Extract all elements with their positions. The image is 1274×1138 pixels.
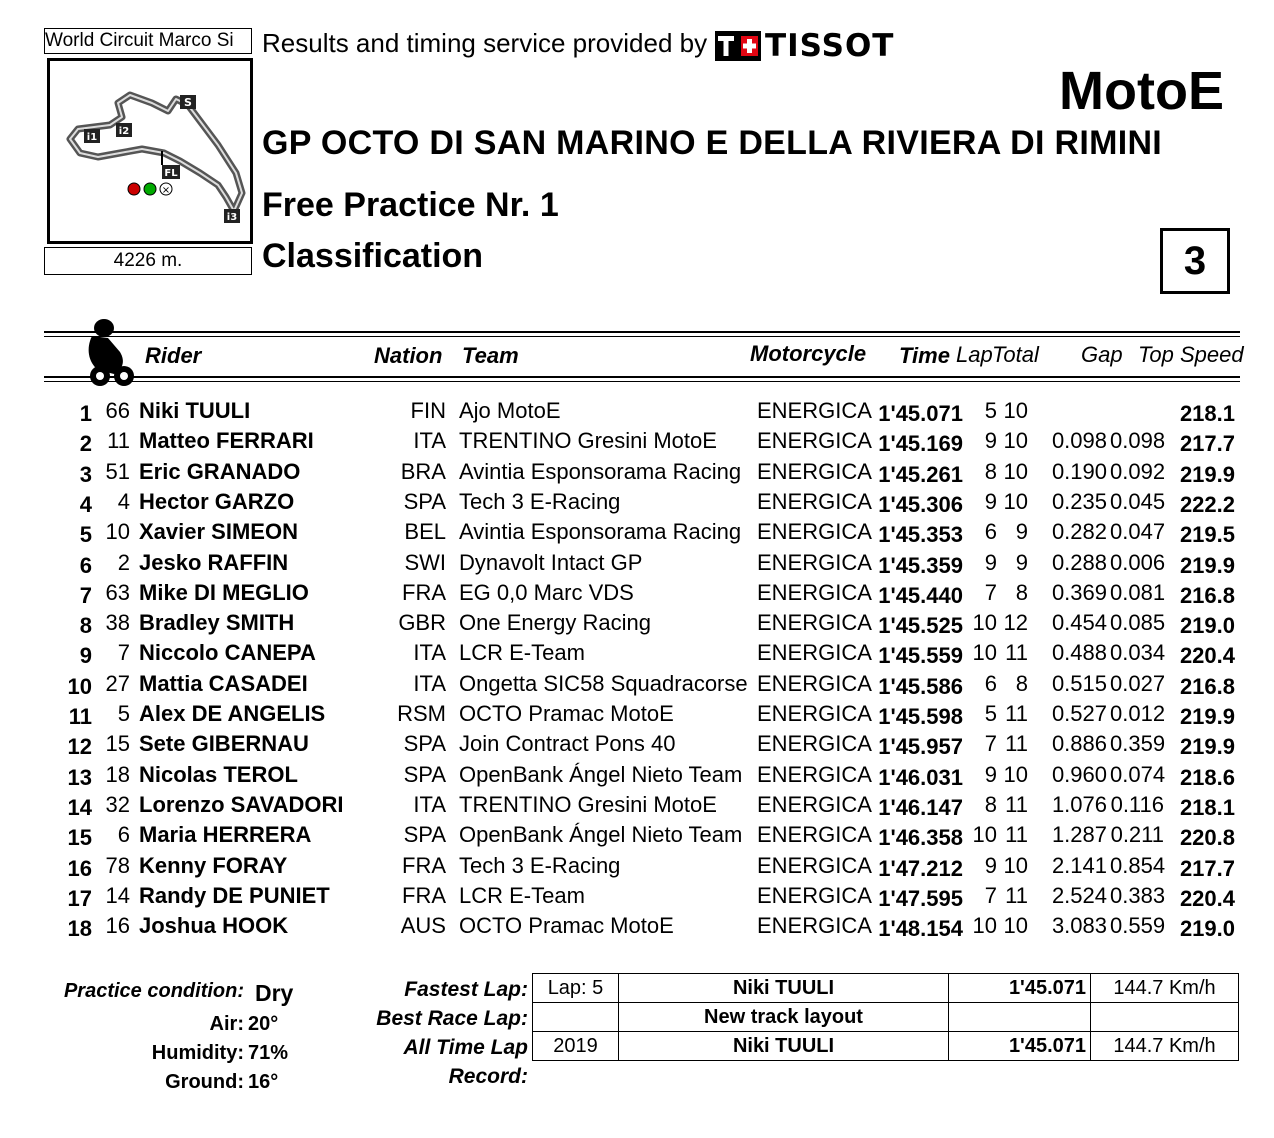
- rider-number: 78: [105, 852, 130, 878]
- rider-name: Mike DI MEGLIO: [139, 579, 309, 605]
- nation: BRA: [400, 458, 446, 484]
- total-laps: 11: [1005, 701, 1028, 726]
- team: OCTO Pramac MotoE: [459, 701, 674, 726]
- best-lap: 5: [984, 398, 997, 423]
- team: TRENTINO Gresini MotoE: [459, 791, 717, 817]
- best-lap: 9: [984, 852, 997, 878]
- motorcycle: ENERGICA: [757, 458, 872, 484]
- team: Dynavolt Intact GP: [459, 549, 643, 575]
- lap-time: 1'45.306: [878, 491, 963, 517]
- lap-time: 1'46.147: [878, 794, 963, 820]
- motorcycle: ENERGICA: [757, 610, 872, 636]
- rider-name: Eric GRANADO: [139, 458, 301, 484]
- motorcycle: ENERGICA: [757, 398, 872, 423]
- lap-time: 1'45.169: [878, 431, 963, 457]
- nation: ITA: [413, 640, 446, 666]
- rider-number: 15: [105, 731, 130, 757]
- header-rule-bottom: [44, 376, 1240, 378]
- nation: FIN: [410, 398, 446, 423]
- motorcycle: ENERGICA: [757, 549, 872, 575]
- best-lap: 10: [972, 913, 997, 939]
- rider-name: Matteo FERRARI: [139, 428, 314, 454]
- position: 8: [79, 613, 92, 639]
- rider-number: 18: [105, 761, 130, 787]
- gap-previous: 0.047: [1110, 519, 1166, 545]
- col-nation: Nation: [374, 343, 443, 368]
- rider-number: 51: [105, 458, 130, 484]
- rider-number: 10: [105, 519, 130, 545]
- gap-previous: 0.074: [1110, 761, 1166, 787]
- nation: BEL: [404, 519, 446, 545]
- top-speed: 217.7: [1179, 431, 1235, 457]
- lap-time: 1'46.358: [878, 825, 963, 851]
- best-race-lap-label: Best Race Lap:: [376, 1007, 528, 1030]
- nation: SPA: [403, 822, 446, 848]
- top-speed: 220.8: [1179, 825, 1235, 851]
- nation: SWI: [404, 549, 446, 575]
- table-row: [0, 701, 1274, 731]
- record-time: 1'45.071: [949, 1032, 1091, 1061]
- fastest-lap-number: Lap: 5: [533, 974, 619, 1003]
- col-top-speed: Top Speed: [1138, 342, 1244, 367]
- table-row: [0, 459, 1274, 489]
- rider-name: Xavier SIMEON: [139, 519, 298, 545]
- nation: ITA: [413, 791, 446, 817]
- rider-number: 2: [117, 549, 130, 575]
- motorcycle: ENERGICA: [757, 761, 872, 787]
- gap-first: 0.488: [1051, 640, 1107, 666]
- gap-previous: 0.854: [1110, 852, 1166, 878]
- ground-value: 16°: [248, 1071, 279, 1093]
- total-laps: 8: [1015, 579, 1028, 605]
- tissot-brand: TISSOT: [765, 28, 895, 64]
- best-lap: 7: [984, 579, 997, 605]
- rider-name: Bradley SMITH: [139, 610, 295, 636]
- rider-number: 4: [117, 488, 130, 514]
- col-lap: Lap: [956, 342, 993, 367]
- top-speed: 216.8: [1179, 582, 1235, 608]
- header-rule-top: [44, 331, 1240, 333]
- rider-number: 66: [105, 398, 130, 423]
- total-laps: 10: [1003, 398, 1028, 423]
- nation: RSM: [397, 701, 446, 726]
- top-speed: 218.6: [1179, 764, 1235, 790]
- rider-number: 14: [105, 882, 130, 908]
- gap-first: 1.287: [1051, 822, 1107, 848]
- nation: SPA: [403, 761, 446, 787]
- rider-number: 32: [105, 791, 130, 817]
- position: 17: [67, 885, 92, 911]
- gap-first: 0.235: [1051, 488, 1107, 514]
- fastest-lap-rider: Niki TUULI: [619, 974, 949, 1003]
- nation: FRA: [402, 852, 446, 878]
- lap-time: 1'47.595: [878, 885, 963, 911]
- rider-number: 5: [117, 701, 130, 726]
- rider-name: Joshua HOOK: [139, 913, 289, 939]
- gap-previous: 0.359: [1110, 731, 1166, 757]
- nation: SPA: [403, 488, 446, 514]
- position: 10: [67, 673, 92, 699]
- top-speed: 219.5: [1179, 522, 1235, 548]
- motorcycle: ENERGICA: [757, 488, 872, 514]
- gap-previous: 0.045: [1110, 488, 1166, 514]
- record-year: 2019: [533, 1032, 619, 1061]
- motorcycle: ENERGICA: [757, 913, 872, 939]
- position: 12: [67, 734, 92, 760]
- gap-previous: 0.116: [1110, 791, 1164, 817]
- tissot-logo: [715, 30, 894, 62]
- team: EG 0,0 Marc VDS: [459, 579, 634, 605]
- motorcycle: ENERGICA: [757, 701, 872, 726]
- rider-silhouette-icon: [84, 318, 136, 393]
- motorcycle: ENERGICA: [757, 428, 872, 454]
- table-row: [0, 822, 1274, 852]
- rider-number: 63: [105, 579, 130, 605]
- gap-previous: 0.034: [1110, 640, 1166, 666]
- total-laps: 10: [1003, 488, 1028, 514]
- total-laps: 10: [1003, 761, 1028, 787]
- practice-condition-label: Practice condition:: [63, 980, 244, 1002]
- total-laps: 11: [1005, 791, 1028, 817]
- event-title: GP OCTO DI SAN MARINO E DELLA RIVIERA DI RIMINI: [262, 124, 1163, 162]
- rider-number: 27: [105, 670, 130, 696]
- table-row: [0, 671, 1274, 701]
- rider-name: Niki TUULI: [139, 398, 251, 423]
- lap-time: 1'45.359: [878, 552, 963, 578]
- lap-time: 1'45.598: [878, 704, 963, 729]
- air-label: Air:: [209, 1013, 244, 1035]
- total-laps: 10: [1003, 458, 1028, 484]
- circuit-name: World Circuit Marco Si: [44, 28, 252, 54]
- track-map: [47, 58, 253, 244]
- team: LCR E-Team: [459, 882, 585, 908]
- table-row: [0, 640, 1274, 670]
- position: 6: [79, 552, 92, 578]
- top-speed: 218.1: [1179, 794, 1235, 820]
- gap-previous: 0.211: [1110, 822, 1164, 848]
- gap-first: 1.076: [1051, 791, 1107, 817]
- total-laps: 8: [1015, 670, 1028, 696]
- top-speed: 219.0: [1179, 613, 1235, 639]
- table-row: [0, 883, 1274, 913]
- nation: GBR: [398, 610, 446, 636]
- nation: SPA: [403, 731, 446, 757]
- gap-previous: 0.098: [1110, 428, 1166, 454]
- top-speed: 219.9: [1179, 704, 1235, 729]
- gap-previous: 0.006: [1110, 549, 1166, 575]
- header-rule-top-thin: [44, 336, 1240, 337]
- provider-text: Results and timing service provided by: [262, 28, 708, 58]
- total-laps: 10: [1003, 428, 1028, 454]
- top-speed: 219.9: [1179, 734, 1235, 760]
- gap-first: 0.369: [1051, 579, 1107, 605]
- team: Tech 3 E-Racing: [459, 488, 621, 514]
- gap-previous: 0.085: [1110, 610, 1166, 636]
- best-race-lap-rider: New track layout: [619, 1003, 949, 1032]
- team: OCTO Pramac MotoE: [459, 913, 674, 939]
- gap-previous: 0.559: [1110, 913, 1166, 939]
- position: 4: [79, 491, 92, 517]
- position: 15: [67, 825, 92, 851]
- rider-name: Niccolo CANEPA: [139, 640, 316, 666]
- map-marker-i2: i2: [118, 126, 130, 137]
- best-lap: 7: [984, 882, 997, 908]
- lap-stats-table: [532, 973, 1239, 1061]
- team: One Energy Racing: [459, 610, 651, 636]
- gap-first: 2.141: [1051, 852, 1107, 878]
- rider-number: 11: [107, 428, 130, 454]
- tissot-emblem-icon: [715, 31, 761, 61]
- position: 5: [79, 522, 92, 548]
- team: Tech 3 E-Racing: [459, 852, 621, 878]
- position: 3: [79, 461, 92, 487]
- rider-name: Jesko RAFFIN: [139, 549, 289, 575]
- top-speed: 219.9: [1179, 552, 1235, 578]
- motorcycle: ENERGICA: [757, 852, 872, 878]
- col-team: Team: [462, 343, 519, 368]
- all-time-record-row: [533, 1032, 1239, 1061]
- svg-text:×: ×: [161, 185, 171, 196]
- position: 18: [67, 916, 92, 942]
- humidity-label: Humidity:: [151, 1042, 244, 1064]
- rider-name: Lorenzo SAVADORI: [139, 791, 344, 817]
- team: Avintia Esponsorama Racing: [459, 519, 742, 545]
- lap-time: 1'45.559: [878, 643, 963, 669]
- col-time: Time: [899, 343, 950, 368]
- all-time-record-label: All Time Lap Record:: [403, 1036, 528, 1088]
- best-lap: 10: [972, 822, 997, 848]
- gap-first: 0.886: [1051, 731, 1107, 757]
- fastest-lap-speed: 144.7 Km/h: [1091, 974, 1239, 1003]
- best-lap: 8: [984, 458, 997, 484]
- position: 7: [79, 582, 92, 608]
- gap-previous: 0.383: [1110, 882, 1166, 908]
- table-row: [0, 913, 1274, 943]
- table-row: [0, 550, 1274, 580]
- top-speed: 219.0: [1179, 916, 1235, 942]
- gap-previous: 0.081: [1110, 579, 1166, 605]
- motorcycle: ENERGICA: [757, 731, 872, 757]
- team: Ajo MotoE: [459, 398, 561, 423]
- gap-first: 0.282: [1051, 519, 1107, 545]
- top-speed: 217.7: [1179, 855, 1235, 881]
- rider-number: 38: [105, 610, 130, 636]
- page-number: 3: [1160, 228, 1230, 294]
- table-row: [0, 762, 1274, 792]
- motorcycle: ENERGICA: [757, 791, 872, 817]
- gap-first: 0.515: [1051, 670, 1107, 696]
- table-row: [0, 792, 1274, 822]
- position: 2: [79, 431, 92, 457]
- track-map-svg: [50, 61, 250, 241]
- team: Avintia Esponsorama Racing: [459, 458, 742, 484]
- position: 13: [67, 764, 92, 790]
- best-race-lap-speed: [1091, 1003, 1239, 1032]
- best-race-lap-year: [533, 1003, 619, 1032]
- nation: FRA: [402, 579, 446, 605]
- total-laps: 11: [1005, 822, 1028, 848]
- humidity-value: 71%: [248, 1042, 289, 1064]
- table-row: [0, 731, 1274, 761]
- gap-first: 0.960: [1051, 761, 1107, 787]
- position: 14: [67, 794, 92, 820]
- rider-name: Mattia CASADEI: [139, 670, 308, 696]
- lap-time: 1'45.353: [878, 522, 963, 548]
- team: Join Contract Pons 40: [459, 731, 676, 757]
- air-value: 20°: [248, 1013, 279, 1035]
- best-lap: 9: [984, 428, 997, 454]
- header-rule-bottom-thin: [44, 381, 1240, 382]
- gap-first: 2.524: [1051, 882, 1107, 908]
- rider-number: 16: [105, 913, 130, 939]
- lap-time: 1'45.525: [878, 613, 963, 639]
- table-row: [0, 398, 1274, 428]
- motorcycle: ENERGICA: [757, 822, 872, 848]
- team: LCR E-Team: [459, 640, 585, 666]
- lap-stats-labels: [330, 975, 528, 1088]
- total-laps: 11: [1005, 731, 1028, 757]
- gap-first: 0.288: [1051, 549, 1107, 575]
- position: 1: [79, 401, 92, 426]
- map-marker-fl: FL: [164, 168, 178, 179]
- practice-condition-value: Dry: [255, 980, 294, 1006]
- motorcycle: ENERGICA: [757, 640, 872, 666]
- map-marker-i3: i3: [226, 212, 238, 223]
- rider-name: Kenny FORAY: [139, 852, 288, 878]
- ground-label: Ground:: [165, 1071, 244, 1093]
- rider-name: Randy DE PUNIET: [139, 882, 330, 908]
- gap-previous: 0.092: [1110, 458, 1166, 484]
- nation: AUS: [400, 913, 446, 939]
- team: OpenBank Ángel Nieto Team: [459, 761, 743, 787]
- total-laps: 9: [1015, 519, 1028, 545]
- total-laps: 10: [1003, 913, 1028, 939]
- circuit-length: 4226 m.: [44, 247, 252, 275]
- motorcycle: ENERGICA: [757, 670, 872, 696]
- table-row: [0, 580, 1274, 610]
- rider-number: 6: [117, 822, 130, 848]
- table-row: [0, 853, 1274, 883]
- col-gap: Gap: [1081, 342, 1123, 367]
- motorcycle: ENERGICA: [757, 579, 872, 605]
- team: TRENTINO Gresini MotoE: [459, 428, 717, 454]
- team: Ongetta SIC58 Squadracorse: [459, 670, 748, 696]
- table-row: [0, 610, 1274, 640]
- col-rider: Rider: [145, 343, 202, 368]
- position: 11: [68, 704, 92, 729]
- total-laps: 10: [1003, 852, 1028, 878]
- table-row: [0, 489, 1274, 519]
- gap-previous: 0.012: [1110, 701, 1166, 726]
- total-laps: 9: [1015, 549, 1028, 575]
- lap-time: 1'45.586: [878, 673, 963, 699]
- gap-first: 0.454: [1051, 610, 1107, 636]
- lap-time: 1'45.957: [878, 734, 963, 760]
- col-motorcycle: Motorcycle: [750, 341, 867, 366]
- category-title: MotoE: [1059, 61, 1224, 121]
- motorcycle: ENERGICA: [757, 519, 872, 545]
- best-lap: 7: [984, 731, 997, 757]
- lap-time: 1'48.154: [878, 916, 963, 942]
- best-lap: 6: [984, 519, 997, 545]
- lap-time: 1'46.031: [878, 764, 963, 790]
- rider-name: Maria HERRERA: [139, 822, 312, 848]
- nation: FRA: [402, 882, 446, 908]
- lap-time: 1'45.261: [878, 461, 963, 487]
- total-laps: 11: [1005, 882, 1028, 908]
- rider-number: 7: [117, 640, 130, 666]
- fastest-lap-time: 1'45.071: [949, 974, 1091, 1003]
- rider-name: Sete GIBERNAU: [139, 731, 309, 757]
- map-marker-s: S: [184, 96, 192, 109]
- best-race-lap-time: [949, 1003, 1091, 1032]
- rider-name: Alex DE ANGELIS: [139, 701, 326, 726]
- best-lap: 9: [984, 761, 997, 787]
- document-type: Classification: [262, 237, 484, 275]
- rider-name: Hector GARZO: [139, 488, 295, 514]
- gap-first: 0.098: [1051, 428, 1107, 454]
- gap-first: 3.083: [1051, 913, 1107, 939]
- best-lap: 10: [972, 610, 997, 636]
- top-speed: 220.4: [1179, 643, 1235, 669]
- gap-previous: 0.027: [1110, 670, 1166, 696]
- position: 9: [79, 643, 92, 669]
- nation: ITA: [413, 670, 446, 696]
- best-race-lap-row: [533, 1003, 1239, 1032]
- record-rider: Niki TUULI: [619, 1032, 949, 1061]
- total-laps: 11: [1005, 640, 1028, 666]
- lap-time: 1'45.071: [878, 401, 963, 426]
- table-row: [0, 519, 1274, 549]
- table-row: [0, 428, 1274, 458]
- record-speed: 144.7 Km/h: [1091, 1032, 1239, 1061]
- best-lap: 6: [984, 670, 997, 696]
- best-lap: 9: [984, 488, 997, 514]
- total-laps: 12: [1003, 610, 1028, 636]
- best-lap: 10: [972, 640, 997, 666]
- top-speed: 219.9: [1179, 461, 1235, 487]
- top-speed: 218.1: [1179, 401, 1235, 426]
- gap-first: 0.527: [1051, 701, 1107, 726]
- fastest-lap-label: Fastest Lap:: [404, 978, 528, 1001]
- best-lap: 5: [984, 701, 997, 726]
- best-lap: 9: [984, 549, 997, 575]
- motorcycle: ENERGICA: [757, 882, 872, 908]
- map-marker-i1: i1: [86, 132, 98, 143]
- rider-name: Nicolas TEROL: [139, 761, 298, 787]
- fastest-lap-row: [533, 974, 1239, 1003]
- session-title: Free Practice Nr. 1: [262, 186, 559, 224]
- top-speed: 220.4: [1179, 885, 1235, 911]
- lap-time: 1'45.440: [878, 582, 963, 608]
- nation: ITA: [413, 428, 446, 454]
- team: OpenBank Ángel Nieto Team: [459, 822, 743, 848]
- gap-first: 0.190: [1051, 458, 1107, 484]
- best-lap: 8: [984, 791, 997, 817]
- lap-time: 1'47.212: [878, 855, 963, 881]
- top-speed: 216.8: [1179, 673, 1235, 699]
- position: 16: [67, 855, 92, 881]
- col-total: Total: [992, 342, 1039, 367]
- top-speed: 222.2: [1179, 491, 1235, 517]
